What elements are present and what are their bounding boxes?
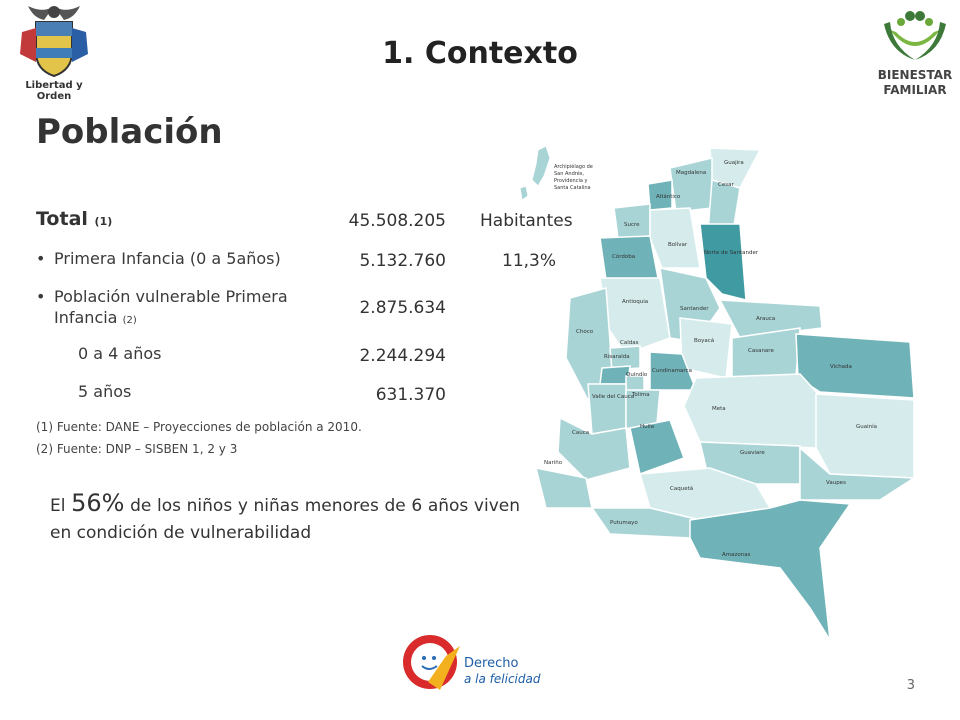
vulnerable-value: 2.875.634: [359, 298, 446, 318]
derecho-felicidad-logo: [400, 632, 560, 698]
section-heading: Población: [36, 112, 223, 152]
total-label: [36, 208, 112, 230]
dept-label: Cesar: [718, 182, 734, 188]
dept-label: Sucre: [624, 222, 640, 228]
cero-cuatro-label: 0 a 4 años: [78, 344, 162, 363]
dept-label: Cundinamarca: [652, 368, 692, 374]
vulnerable-label-line2-text: Infancia: [54, 308, 118, 327]
dept-label: Antioquia: [622, 299, 649, 305]
page-number: 3: [906, 678, 915, 693]
dept-label: Choco: [576, 329, 594, 335]
source-2: (2) Fuente: DNP – SISBEN 1, 2 y 3: [36, 442, 238, 456]
cinco-label: 5 años: [78, 382, 132, 401]
dept-label: Quindío: [626, 372, 648, 378]
vulnerable-label: [54, 286, 288, 331]
slide-title: 1. Contexto: [382, 36, 578, 71]
source-1: (1) Fuente: DANE – Proyecciones de población a 2010.: [36, 420, 362, 434]
vulnerable-label-line1: • Población vulnerable Primera: [54, 287, 288, 306]
dept-label: Nariño: [544, 460, 563, 466]
primera-infancia-label: • Primera Infancia (0 a 5años): [54, 249, 281, 268]
primera-infancia-pct: 11,3%: [502, 251, 557, 271]
dept-label: Cauca: [572, 430, 590, 436]
dept-label: Vichada: [830, 364, 852, 370]
dept-label: Bolívar: [668, 242, 688, 248]
primera-infancia-value: 5.132.760: [359, 251, 446, 271]
archipelago-label-4: Santa Catalina: [554, 185, 591, 191]
total-note: (1): [94, 215, 113, 228]
logo-text-line2: FAMILIAR: [883, 83, 947, 97]
cinco-value: 631.370: [375, 385, 446, 405]
archipelago-label-1: Archipiélago de: [554, 164, 593, 170]
vulnerable-note: (2): [122, 315, 137, 326]
statement-post: de los niños y niñas menores de 6 años viven en condición de vulnerabilidad: [50, 496, 521, 543]
vulnerability-statement: [50, 490, 520, 547]
dept-label: Meta: [712, 406, 726, 412]
logo-derecho-line2: a la felicidad: [464, 672, 541, 686]
dept-label: Vaupes: [826, 480, 846, 486]
dept-label: Amazonas: [722, 552, 751, 558]
colombia-departments-map-icon: [500, 128, 930, 648]
total-label-text: Total: [36, 208, 88, 230]
statement-highlight: 56%: [71, 489, 125, 517]
dept-label: Norte de Santander: [704, 250, 759, 256]
dept-label: Valle del Cauca: [592, 394, 635, 400]
coat-of-arms-caption: Libertad y Orden: [25, 80, 83, 102]
logo-text-line1: BIENESTAR: [877, 68, 953, 82]
vulnerable-label-line2: [54, 307, 288, 331]
dept-label: Guajira: [724, 160, 744, 166]
dept-label: Magdalena: [676, 170, 707, 176]
bienestar-familiar-logo: [870, 2, 960, 102]
dept-label: Huila: [640, 424, 655, 430]
dept-label: Casanare: [748, 348, 774, 354]
dept-label: Arauca: [756, 316, 776, 322]
dept-label: Guaviare: [740, 450, 765, 456]
dept-label: Putumayo: [610, 520, 638, 526]
dept-label: Risaralda: [604, 354, 630, 360]
dept-label: Guainía: [856, 424, 878, 430]
dept-label: Atlántico: [656, 194, 681, 200]
dept-label: Caldas: [620, 340, 639, 346]
archipelago-label-2: San Andrés,: [554, 171, 584, 177]
cero-cuatro-value: 2.244.294: [359, 346, 446, 366]
dept-label: Tolima: [632, 392, 650, 398]
total-value: 45.508.205: [348, 211, 446, 231]
dept-label: Santander: [680, 306, 709, 312]
smiley-check-icon: [400, 632, 460, 694]
total-unit: Habitantes: [480, 211, 573, 231]
statement-pre: El: [50, 496, 66, 516]
dept-label: Córdoba: [612, 254, 636, 260]
logo-derecho-line1: Derecho: [464, 656, 519, 671]
dept-label: Caquetá: [670, 486, 694, 492]
dept-label: Boyacá: [694, 338, 715, 344]
icbf-family-icon: [870, 2, 960, 66]
archipelago-label-3: Providencia y: [554, 178, 588, 184]
colombia-map: [500, 128, 930, 648]
